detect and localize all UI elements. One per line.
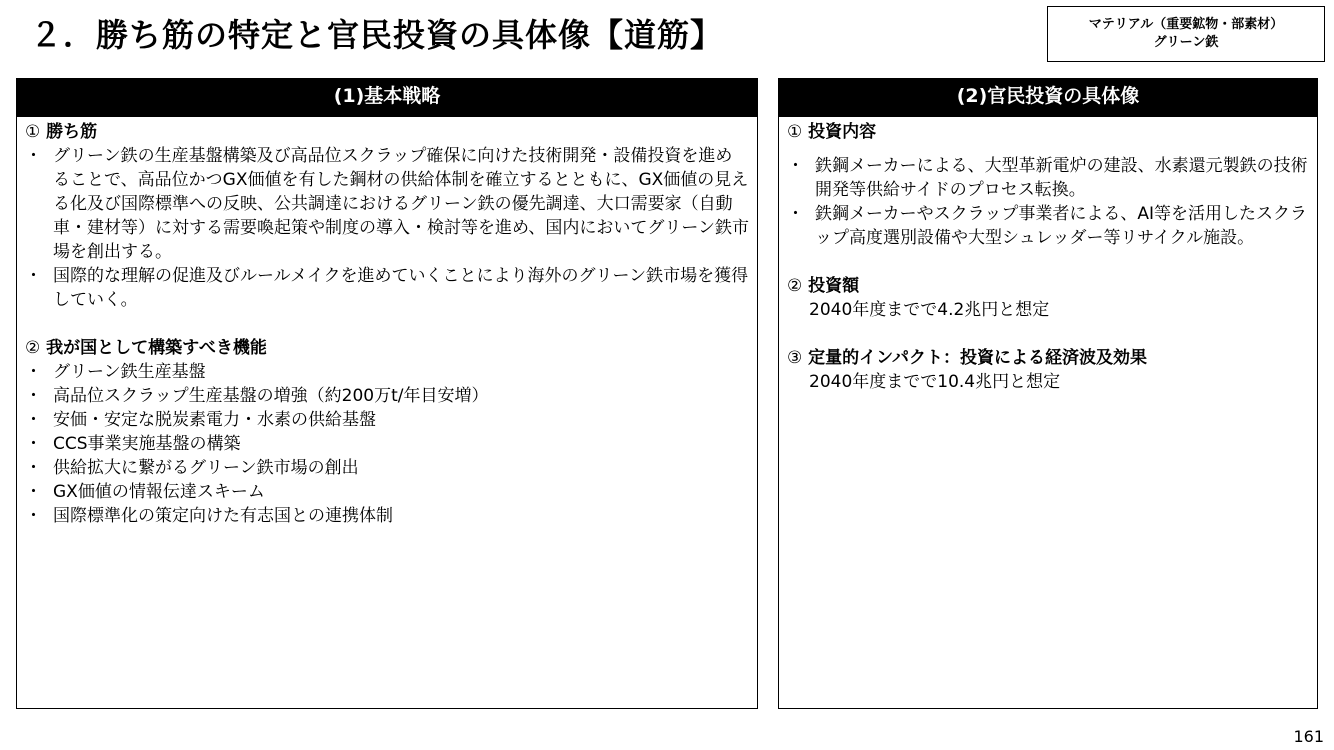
list-item: ・ 鉄鋼メーカーやスクラップ事業者による、AI等を活用したスクラップ高度選別設備や大型シュレッダー等リサイクル施設。 (787, 202, 1309, 250)
investment-header: (2)官民投資の具体像 (779, 79, 1317, 117)
page-title: ２．勝ち筋の特定と官民投資の具体像【道筋】 (30, 16, 724, 54)
list-item: ・ 国際標準化の策定向けた有志国との連携体制 (25, 504, 749, 528)
section-title: 我が国として構築すべき機能 (46, 338, 267, 358)
page-number: 161 (1293, 727, 1324, 746)
economic-impact-text: 2040年度までで10.4兆円と想定 (809, 372, 1061, 392)
category-tag-box (1047, 6, 1325, 62)
section-number: ② (25, 338, 41, 358)
list-item: ・ 鉄鋼メーカーによる、大型革新電炉の建設、水素還元製鉄の技術開発等供給サイドのプロセス転換。 (787, 154, 1309, 202)
investment-content-heading (787, 120, 1309, 144)
functions-heading (25, 336, 749, 360)
list-item: ・ 安価・安定な脱炭素電力・水素の供給基盤 (25, 408, 749, 432)
list-item: ・ CCS事業実施基盤の構築 (25, 432, 749, 456)
list-item: ・ 国際的な理解の促進及びルールメイクを進めていくことにより海外のグリーン鉄市場を獲得していく。 (25, 264, 749, 312)
section-title: 定量的インパクト：投資による経済波及効果 (808, 348, 1147, 368)
economic-impact-heading (787, 346, 1309, 370)
category-tag-line1: マテリアル（重要鉱物・部素材） (1088, 17, 1284, 32)
category-tag-line2: グリーン鉄 (1153, 35, 1219, 50)
list-item: ・ グリーン鉄の生産基盤構築及び高品位スクラップ確保に向けた技術開発・設備投資を進めることで、高品位かつGX価値を有した鋼材の供給体制を確立するとともに、GX価値の見える化及び国際標準への反映、公共調達におけるグリーン鉄の優先調達、大口需要家（自動車・建材等）に対する需要喚起策や制度の導入・検討等を進め、国内においてグリーン鉄市場を創出する。 (25, 144, 749, 264)
investment-content-list (787, 154, 1309, 250)
investment-body (779, 117, 1317, 394)
public-private-investment-panel (778, 78, 1318, 709)
section-number: ③ (787, 348, 803, 368)
functions-list (25, 360, 749, 528)
investment-amount-heading (787, 274, 1309, 298)
list-item: ・ 供給拡大に繋がるグリーン鉄市場の創出 (25, 456, 749, 480)
basic-strategy-panel (16, 78, 758, 709)
basic-strategy-header: (1)基本戦略 (17, 79, 757, 117)
list-item: ・ グリーン鉄生産基盤 (25, 360, 749, 384)
section-number: ① (787, 122, 803, 142)
section-number: ① (25, 122, 41, 142)
section-number: ② (787, 276, 803, 296)
basic-strategy-body (17, 117, 757, 528)
list-item: ・ GX価値の情報伝達スキーム (25, 480, 749, 504)
list-item: ・ 高品位スクラップ生産基盤の増強（約200万t/年目安増） (25, 384, 749, 408)
section-title: 勝ち筋 (46, 122, 98, 142)
section-title: 投資内容 (808, 122, 877, 142)
winning-path-list (25, 144, 749, 312)
winning-path-heading (25, 120, 749, 144)
section-title: 投資額 (808, 276, 860, 296)
investment-amount-text: 2040年度までで4.2兆円と想定 (809, 300, 1050, 320)
